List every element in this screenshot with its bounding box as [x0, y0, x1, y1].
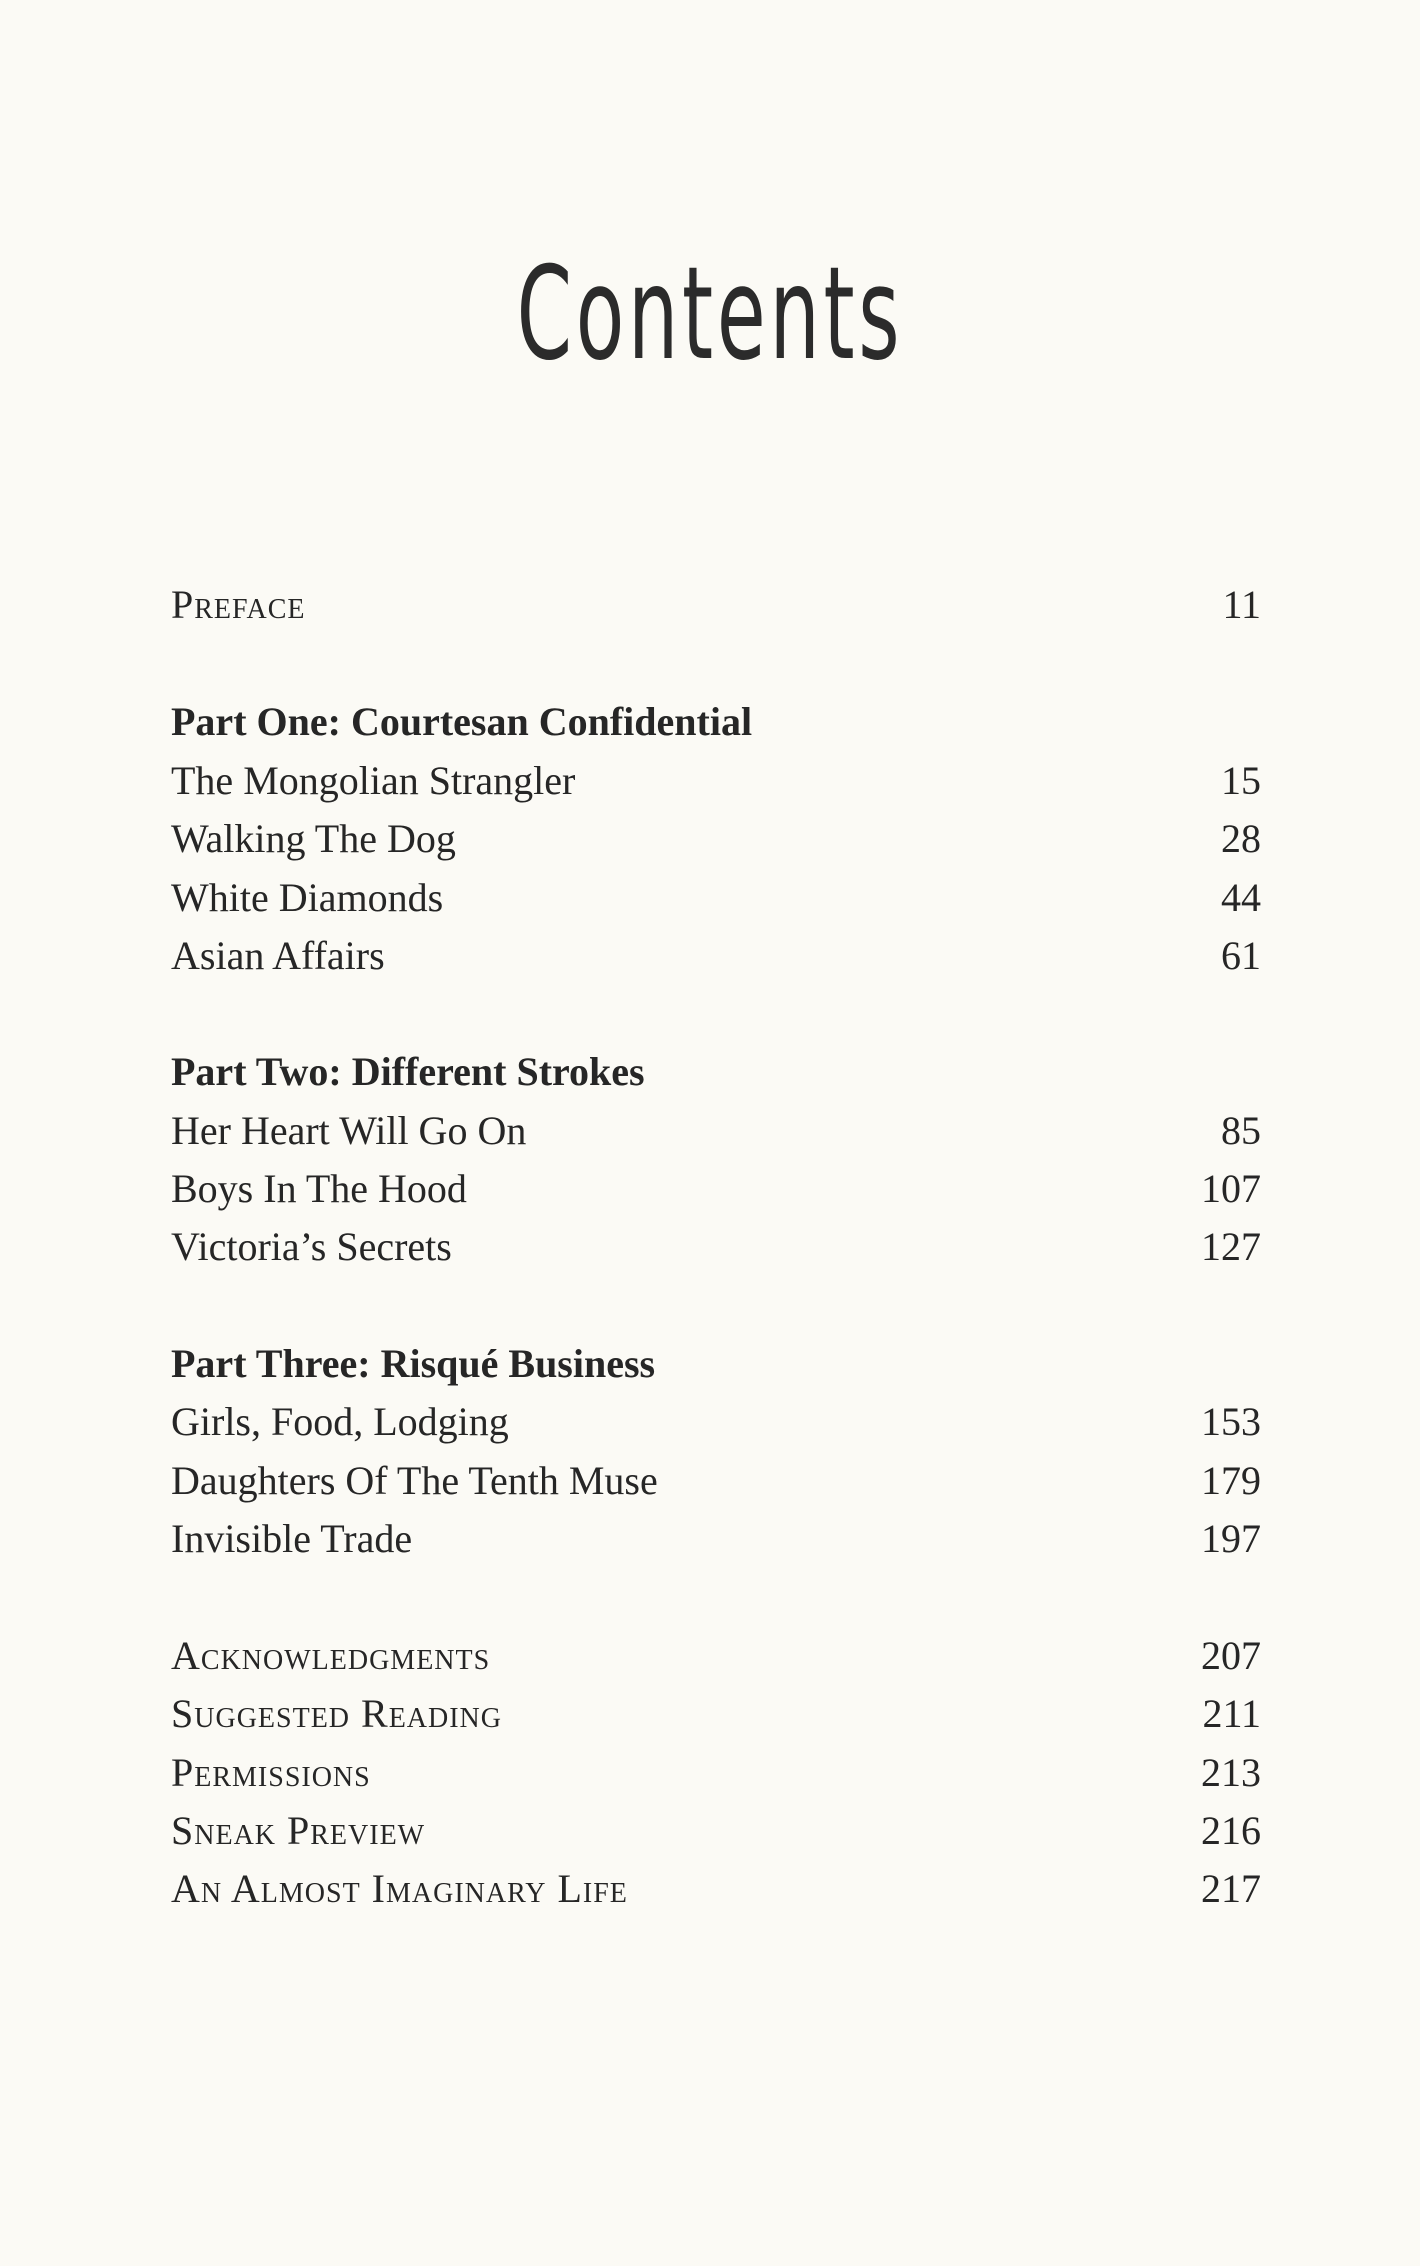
toc-entry — [171, 1452, 1261, 1510]
toc-entry — [171, 869, 1261, 927]
toc-entry-page: 28 — [1221, 816, 1261, 861]
toc-entry-page: 127 — [1201, 1224, 1261, 1269]
toc-entry-label: Boys In The Hood — [171, 1166, 467, 1211]
toc-entry-back-matter — [171, 1860, 1261, 1918]
toc-entry-page: 216 — [1201, 1808, 1261, 1853]
part-heading-label: Part One: Courtesan Confidential — [171, 699, 753, 744]
toc-entry — [171, 927, 1261, 985]
toc-entry-page: 11 — [1222, 582, 1261, 627]
toc-entry — [171, 1102, 1261, 1160]
part-heading-label: Part Three: Risqué Business — [171, 1341, 656, 1386]
toc-entry-page: 213 — [1201, 1750, 1261, 1795]
toc-entry-label: Girls, Food, Lodging — [171, 1399, 509, 1444]
page-title: Contents — [516, 240, 904, 389]
toc-entry — [171, 752, 1261, 810]
toc-entry-page: 44 — [1221, 875, 1261, 920]
toc-entry-label: Victoria’s Secrets — [171, 1224, 452, 1269]
toc-entry-label: Walking The Dog — [171, 816, 456, 861]
toc-entry-label: Daughters Of The Tenth Muse — [171, 1458, 658, 1503]
toc-entry-label: An Almost Imaginary Life — [171, 1866, 628, 1911]
toc-entry-label: Her Heart Will Go On — [171, 1108, 527, 1153]
toc-entry-page: 179 — [1201, 1458, 1261, 1503]
toc-entry-label: Permissions — [171, 1750, 371, 1795]
toc-entry-label: Preface — [171, 582, 306, 627]
toc-entry-back-matter — [171, 1685, 1261, 1743]
toc-entry-page: 107 — [1201, 1166, 1261, 1211]
toc-entry-label: Suggested Reading — [171, 1691, 503, 1736]
toc-entry-back-matter — [171, 1744, 1261, 1802]
toc-entry-page: 61 — [1221, 933, 1261, 978]
part-heading — [171, 1043, 1261, 1101]
toc-entry-label: Sneak Preview — [171, 1808, 426, 1853]
toc-entry — [171, 1393, 1261, 1451]
toc-entry-page: 85 — [1221, 1108, 1261, 1153]
toc-entry — [171, 1160, 1261, 1218]
toc-entry-label: The Mongolian Strangler — [171, 758, 576, 803]
toc-entry-back-matter — [171, 1802, 1261, 1860]
toc-entry-label: Invisible Trade — [171, 1516, 413, 1561]
toc-entry-label: White Diamonds — [171, 875, 444, 920]
toc-entry — [171, 1510, 1261, 1568]
toc-entry-page: 217 — [1201, 1866, 1261, 1911]
part-heading — [171, 693, 1261, 751]
toc-entry-page: 15 — [1221, 758, 1261, 803]
toc-entry-back-matter — [171, 1627, 1261, 1685]
toc-entry-page: 153 — [1201, 1399, 1261, 1444]
toc-entry-page: 211 — [1202, 1691, 1261, 1736]
part-heading — [171, 1335, 1261, 1393]
toc-entry — [171, 1218, 1261, 1276]
toc-entry-preface — [171, 576, 1261, 634]
toc-entry-page: 197 — [1201, 1516, 1261, 1561]
toc-entry-label: Acknowledgments — [171, 1633, 491, 1678]
toc-entry-label: Asian Affairs — [171, 933, 385, 978]
part-heading-label: Part Two: Different Strokes — [171, 1049, 645, 1094]
toc-entry — [171, 810, 1261, 868]
toc-entry-page: 207 — [1201, 1633, 1261, 1678]
